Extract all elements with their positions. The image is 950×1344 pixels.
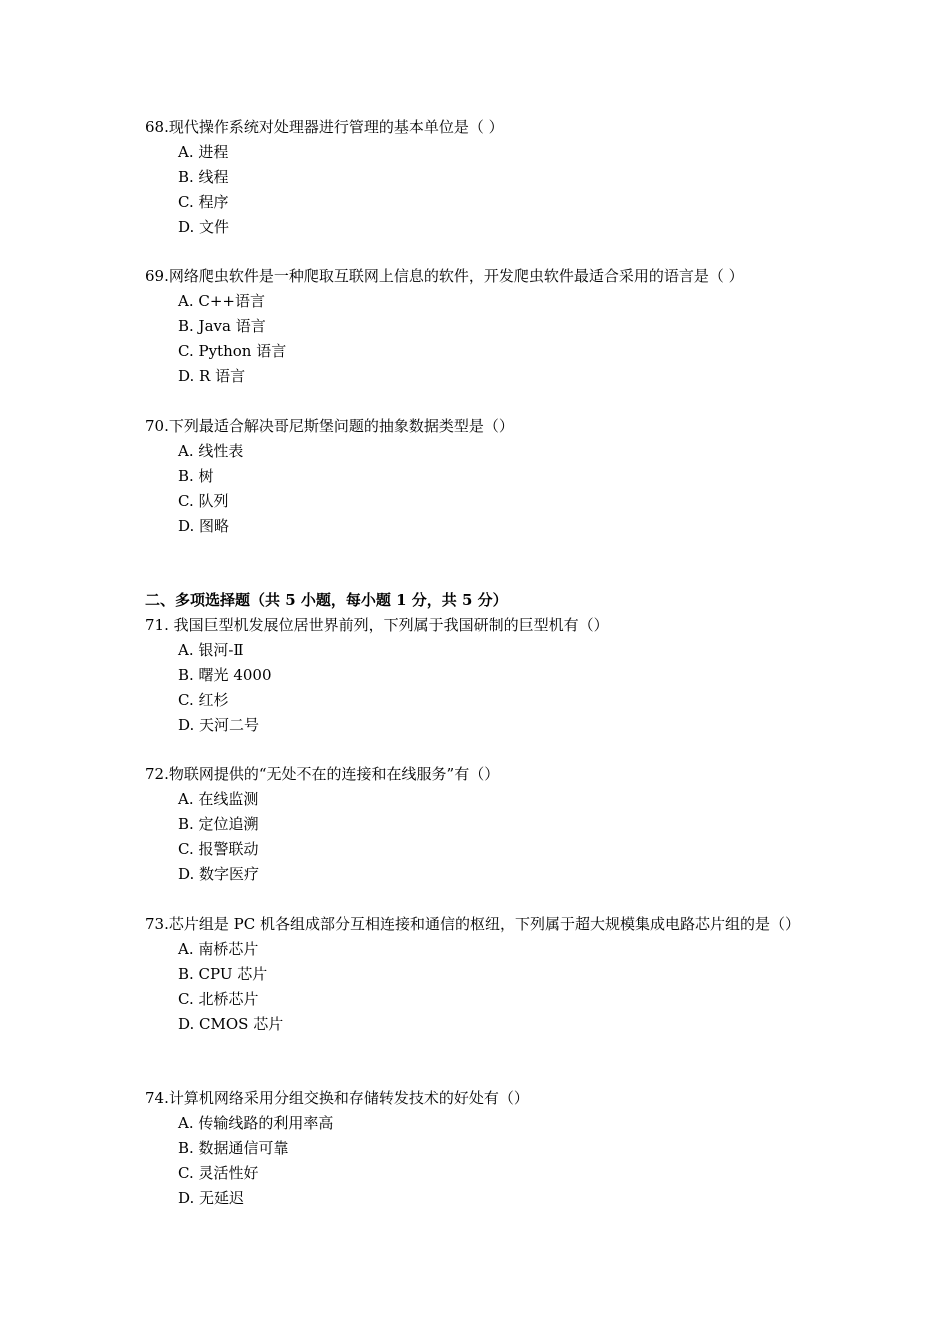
option-a: A. 传输线路的利用率高 [178, 1114, 334, 1132]
option-a: A. C++语言 [178, 292, 265, 310]
option-b: B. CPU 芯片 [178, 965, 268, 983]
question-70 [145, 414, 815, 539]
question-71 [145, 613, 815, 738]
option-a: A. 线性表 [178, 442, 244, 460]
option-d: D. 无延迟 [178, 1189, 245, 1207]
option-a: A. 银河-Ⅱ [178, 641, 244, 659]
option-b: B. 树 [178, 467, 214, 485]
option-b: B. 曙光 4000 [178, 666, 272, 684]
option-d: D. R 语言 [178, 367, 246, 385]
question-68 [145, 115, 815, 240]
option-d: D. CMOS 芯片 [178, 1015, 284, 1033]
option-a: A. 在线监测 [178, 790, 259, 808]
section-2-title: 二、多项选择题（共 5 小题，每小题 1 分，共 5 分） [145, 591, 508, 609]
question-stem: 73.芯片组是 PC 机各组成部分互相连接和通信的枢纽，下列属于超大规模集成电路芯片组的是（） [145, 915, 800, 933]
question-stem: 71. 我国巨型机发展位居世界前列，下列属于我国研制的巨型机有（） [145, 616, 609, 634]
question-69 [145, 264, 815, 389]
option-b: B. 定位追溯 [178, 815, 259, 833]
question-stem: 68.现代操作系统对处理器进行管理的基本单位是（ ） [145, 118, 504, 136]
option-b: B. 数据通信可靠 [178, 1139, 289, 1157]
question-stem: 72.物联网提供的“无处不在的连接和在线服务”有（） [145, 765, 500, 783]
option-a: A. 南桥芯片 [178, 940, 259, 958]
option-b: B. Java 语言 [178, 317, 266, 335]
option-c: C. 报警联动 [178, 840, 259, 858]
option-c: C. 红杉 [178, 691, 229, 709]
option-d: D. 文件 [178, 218, 230, 236]
question-stem: 70.下列最适合解决哥尼斯堡问题的抽象数据类型是（） [145, 417, 514, 435]
question-73 [145, 912, 815, 1037]
option-c: C. Python 语言 [178, 342, 287, 360]
option-b: B. 线程 [178, 168, 229, 186]
option-a: A. 进程 [178, 143, 229, 161]
option-d: D. 图略 [178, 517, 230, 535]
option-d: D. 数字医疗 [178, 865, 260, 883]
option-c: C. 北桥芯片 [178, 990, 259, 1008]
question-stem: 74.计算机网络采用分组交换和存储转发技术的好处有（） [145, 1089, 529, 1107]
option-d: D. 天河二号 [178, 716, 260, 734]
option-c: C. 队列 [178, 492, 229, 510]
question-stem: 69.网络爬虫软件是一种爬取互联网上信息的软件，开发爬虫软件最适合采用的语言是（ ） [145, 267, 744, 285]
question-74 [145, 1086, 815, 1211]
option-c: C. 程序 [178, 193, 229, 211]
option-c: C. 灵活性好 [178, 1164, 259, 1182]
question-72 [145, 762, 815, 887]
